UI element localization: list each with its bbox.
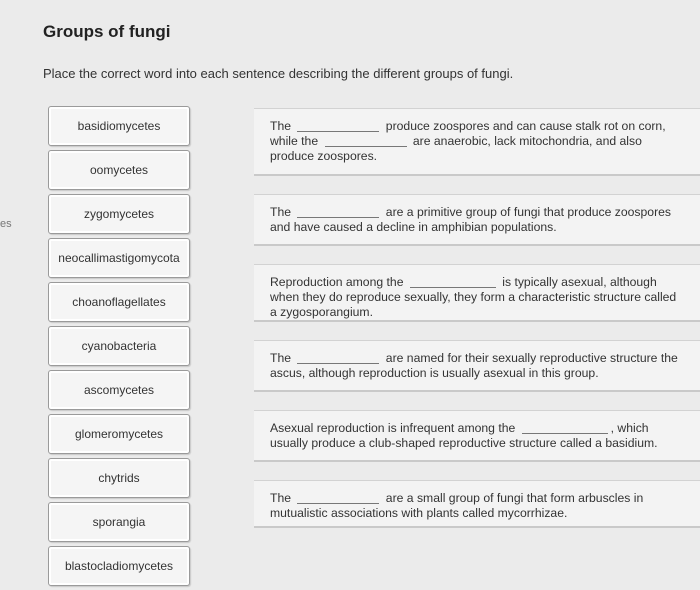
cropped-edge-text: es: [0, 218, 12, 230]
word-tile-glomeromycetes[interactable]: glomeromycetes: [48, 414, 190, 454]
word-tile-cyanobacteria[interactable]: cyanobacteria: [48, 326, 190, 366]
sentence-text: Asexual reproduction is infrequent among the: [270, 421, 516, 435]
answer-blank[interactable]: [297, 205, 379, 218]
word-tile-ascomycetes[interactable]: ascomycetes: [48, 370, 190, 410]
answer-blank[interactable]: [297, 119, 379, 132]
answer-blank[interactable]: [297, 351, 379, 364]
word-bank: [48, 106, 194, 590]
sentence-text: The: [270, 119, 292, 133]
sentence-box-3: [254, 264, 700, 322]
sentence-list: [254, 108, 700, 546]
word-tile-choanoflagellates[interactable]: choanoflagellates: [48, 282, 190, 322]
answer-blank[interactable]: [522, 421, 608, 434]
word-tile-basidiomycetes[interactable]: basidiomycetes: [48, 106, 190, 146]
sentence-box-6: [254, 480, 700, 528]
word-tile-neocallimastigomycota[interactable]: neocallimastigomycota: [48, 238, 190, 278]
sentence-box-4: [254, 340, 700, 392]
word-tile-chytrids[interactable]: chytrids: [48, 458, 190, 498]
sentence-text: produce zoospores and can cause stalk rot on corn, while the: [270, 119, 666, 148]
sentence-box-1: [254, 108, 700, 176]
sentence-text: are a primitive group of fungi that produce zoospores and have caused a decline in amphibian populations.: [270, 205, 672, 234]
sentence-text: The: [270, 351, 292, 365]
page-title: Groups of fungi: [43, 22, 171, 41]
sentence-text: is typically asexual, although when they do reproduce sexually, they form a characteristic structure called a zygosporangium.: [270, 275, 677, 319]
sentence-text: The: [270, 491, 292, 505]
word-tile-sporangia[interactable]: sporangia: [48, 502, 190, 542]
answer-blank[interactable]: [297, 491, 379, 504]
instructions-text: Place the correct word into each sentence describing the different groups of fungi.: [43, 66, 514, 81]
sentence-text: are named for their sexually reproductive structure the ascus, although reproduction is usually asexual in this group.: [270, 351, 678, 380]
word-tile-oomycetes[interactable]: oomycetes: [48, 150, 190, 190]
answer-blank[interactable]: [325, 134, 407, 147]
sentence-box-2: [254, 194, 700, 246]
sentence-text: are anaerobic, lack mitochondria, and also produce zoospores.: [270, 134, 642, 163]
word-tile-blastocladiomycetes[interactable]: blastocladiomycetes: [48, 546, 190, 586]
word-tile-zygomycetes[interactable]: zygomycetes: [48, 194, 190, 234]
sentence-box-5: [254, 410, 700, 462]
sentence-text: are a small group of fungi that form arbuscles in mutualistic associations with plants called mycorrhizae.: [270, 491, 644, 520]
sentence-text: , which usually produce a club-shaped reproductive structure called a basidium.: [270, 421, 658, 450]
sentence-text: The: [270, 205, 292, 219]
sentence-text: Reproduction among the: [270, 275, 404, 289]
answer-blank[interactable]: [410, 275, 496, 288]
